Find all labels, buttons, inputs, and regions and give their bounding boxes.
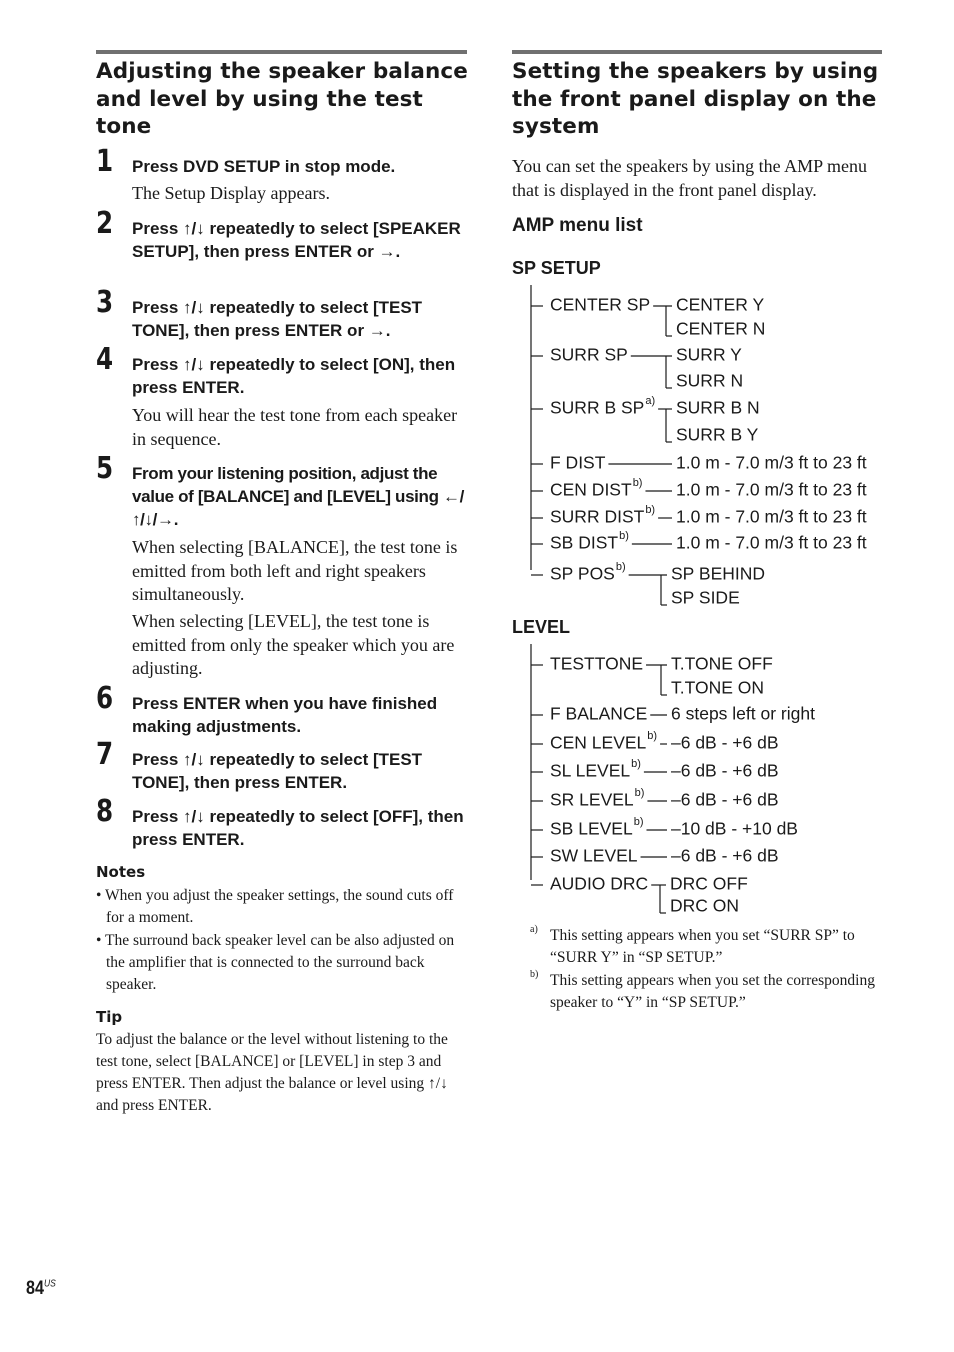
step-instruction: Press ↑/↓ repeatedly to select [ON], then press ENTER. (132, 355, 456, 397)
note-item: • When you adjust the speaker settings, the sound cuts off for a moment. (96, 887, 454, 926)
step-body: When selecting [BALANCE], the test tone is emitted from both left and right speakers simultaneously. (132, 537, 458, 604)
step-number: 1 (96, 144, 114, 179)
right-heading: Setting the speakers by using the front panel display on the system (512, 59, 879, 139)
intro-text: You can set the speakers by using the AMP menu that is displayed in the front panel display. (512, 156, 867, 200)
step-instruction: Press DVD SETUP in stop mode. (132, 157, 396, 176)
menu-option: –6 dB - +6 dB (671, 760, 779, 781)
menu-item-label: SR LEVEL (550, 789, 634, 810)
menu-item-label: SB LEVEL (550, 818, 633, 839)
step-instruction: Press ENTER when you have finished making adjustments. (132, 694, 438, 736)
footnote-ref: a) (645, 394, 656, 407)
menu-option: 1.0 m - 7.0 m/3 ft to 23 ft (676, 452, 867, 473)
step-body: You will hear the test tone from each speaker in sequence. (132, 405, 458, 449)
menu-item-label: CENTER SP (550, 294, 651, 315)
step-number: 6 (96, 681, 114, 716)
menu-option: SP BEHIND (671, 563, 766, 584)
footnote-ref: b) (633, 815, 644, 828)
footnote-ref: b) (615, 560, 626, 573)
footnote-b: This setting appears when you set the corresponding speaker to “Y” in “SP SETUP.” (550, 972, 875, 1011)
menu-option: SP SIDE (671, 587, 740, 608)
step-instruction: Press ↑/↓ repeatedly to select [OFF], then press ENTER. (132, 807, 464, 849)
menu-option: SURR B Y (676, 424, 759, 445)
menu-option: 6 steps left or right (671, 703, 815, 724)
menu-option: T.TONE OFF (671, 653, 773, 674)
step-instruction: From your listening position, adjust the value of [BALANCE] and [LEVEL] using ←/↑/↓/→. (132, 464, 465, 529)
step-instruction: Press ↑/↓ repeatedly to select [TEST TONE], then press ENTER or →. (132, 298, 423, 340)
footnote-ref: b) (619, 529, 629, 542)
menu-option: SURR B N (676, 397, 760, 418)
menu-option: CENTER Y (676, 294, 765, 315)
step-body-2: When selecting [LEVEL], the test tone is emitted from only the speaker which you are adjusting. (132, 611, 455, 678)
menu-item-label: F BALANCE (550, 703, 648, 724)
step-number: 5 (96, 451, 114, 486)
left-heading: Adjusting the speaker balance and level by using the test tone (96, 59, 468, 139)
menu-item-label: SL LEVEL (550, 760, 631, 781)
footnote-ref: b) (632, 476, 643, 489)
menu-item-label: TESTTONE (550, 653, 644, 674)
menu-option: –10 dB - +10 dB (671, 818, 798, 839)
menu-option: CENTER N (676, 318, 766, 339)
menu-option: 1.0 m - 7.0 m/3 ft to 23 ft (676, 506, 867, 527)
menu-option: –6 dB - +6 dB (671, 789, 779, 810)
menu-option: –6 dB - +6 dB (671, 845, 779, 866)
footnote-ref: b) (634, 786, 645, 799)
menu-item-label: SURR DIST (550, 506, 645, 527)
step-number: 7 (96, 737, 114, 772)
footnote-ref: b) (647, 729, 658, 742)
menu-option: SURR Y (676, 344, 742, 365)
menu-item-label: SB DIST (550, 532, 619, 553)
menu-item-label: AUDIO DRC (550, 873, 649, 894)
step-number: 3 (96, 285, 114, 320)
notes-heading: Notes (96, 863, 146, 881)
menu-option: T.TONE ON (671, 677, 765, 698)
tip-heading: Tip (96, 1008, 123, 1026)
menu-item-label: SURR SP (550, 344, 628, 365)
page-number: $84^{US}$ (26, 1278, 56, 1299)
menu-item-label: SW LEVEL (550, 845, 638, 866)
footnote-mark: a) (530, 924, 538, 935)
menu-item-label: F DIST (550, 452, 606, 473)
menu-option: 1.0 m - 7.0 m/3 ft to 23 ft (676, 532, 867, 553)
note-item: • The surround back speaker level can be also adjusted on the amplifier that is connected to the surround back speaker. (96, 932, 455, 993)
step-body: The Setup Display appears. (132, 183, 330, 203)
footnote-ref: b) (631, 757, 641, 770)
step-number: 8 (96, 794, 114, 829)
footnote-ref: b) (645, 503, 656, 516)
menu-item-label: SURR B SP (550, 397, 645, 418)
menu-option: DRC ON (670, 895, 740, 916)
amp-menu-heading: AMP menu list (512, 215, 643, 236)
step-number: 4 (96, 342, 114, 377)
menu-item-label: CEN LEVEL (550, 732, 647, 753)
step-instruction: Press ↑/↓ repeatedly to select [TEST TONE], then press ENTER. (132, 750, 423, 792)
menu-option: SURR N (676, 370, 744, 391)
sp-setup-title: SP SETUP (512, 258, 601, 278)
level-title: LEVEL (512, 617, 571, 637)
footnote-a: This setting appears when you set “SURR SP” to “SURR Y” in “SP SETUP.” (550, 927, 855, 966)
step-number: 2 (96, 206, 114, 241)
footnote-mark: b) (530, 969, 539, 980)
tip-text: To adjust the balance or the level without listening to the test tone, select [BALANCE] or [LEVEL] in step 3 and press ENTER. Then adjust the balance or level using ↑/↓ and press ENTER. (96, 1031, 448, 1114)
menu-option: 1.0 m - 7.0 m/3 ft to 23 ft (676, 479, 867, 500)
menu-item-label: SP POS (550, 563, 615, 584)
menu-option: DRC OFF (670, 873, 748, 894)
menu-item-label: CEN DIST (550, 479, 632, 500)
menu-option: –6 dB - +6 dB (671, 732, 779, 753)
step-instruction: Press ↑/↓ repeatedly to select [SPEAKER SETUP], then press ENTER or →. (132, 219, 461, 261)
